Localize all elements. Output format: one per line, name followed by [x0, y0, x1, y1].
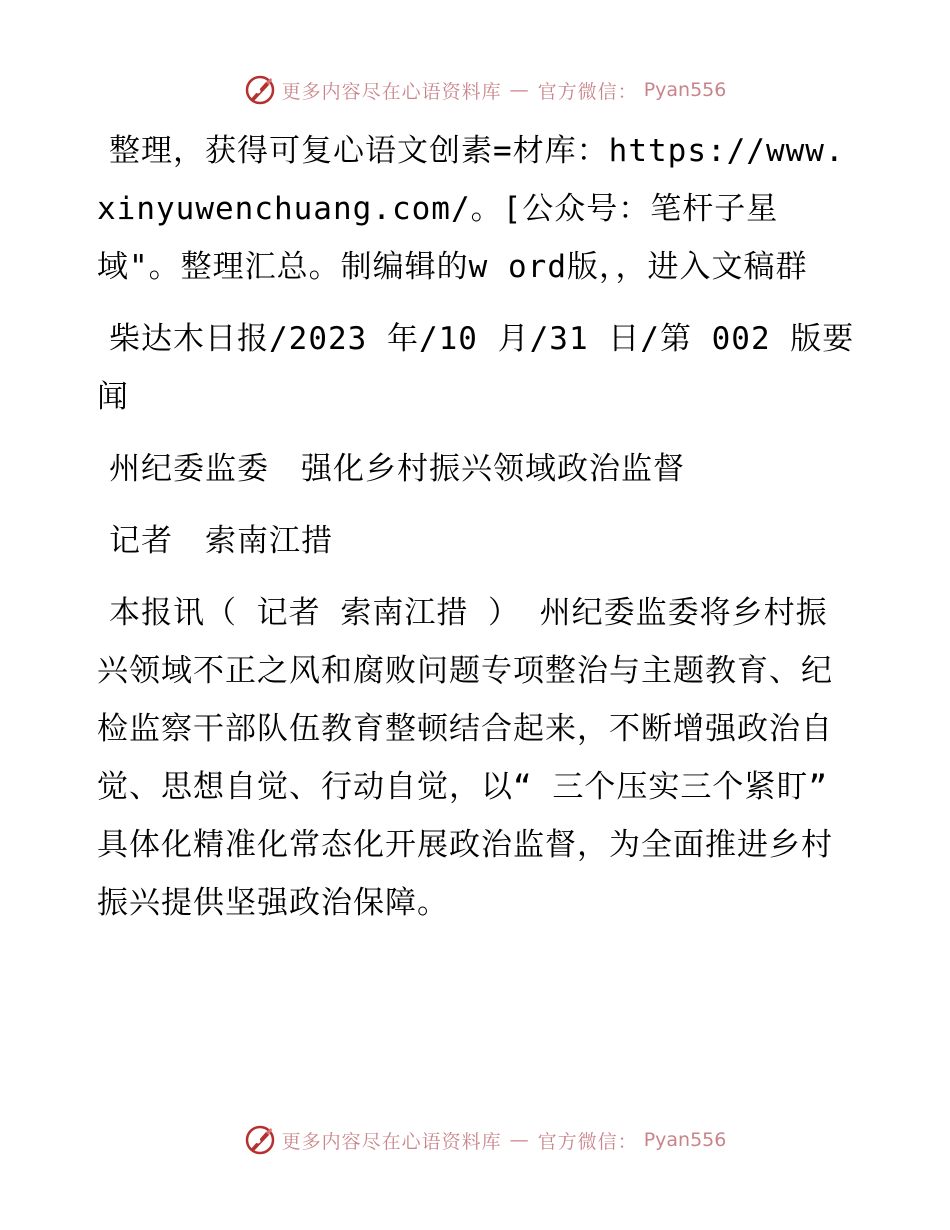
watermark-text: 更多内容尽在心语资料库 — [281, 80, 502, 103]
quill-pen-logo-icon — [244, 74, 276, 106]
dateline: 柴达木日报/2023 年/10 月/31 日/第 002 版要闻 — [97, 321, 855, 415]
watermark-brand: Pyan556 — [643, 1129, 727, 1151]
document-body — [97, 122, 857, 946]
watermark-text: 更多内容尽在心语资料库 — [281, 1130, 502, 1153]
watermark-brand: Pyan556 — [643, 79, 727, 101]
intro-paragraph: 整理，获得可复心语文创素=材库：https://www.xinyuwenchuang.com/。[公众号：笔杆子星域"。整理汇总。制编辑的w ord版，，进入文稿群 — [97, 133, 845, 285]
watermark-dash: — — [509, 79, 530, 101]
footer-watermark — [244, 1124, 727, 1156]
page-header — [0, 70, 950, 110]
quill-pen-logo-icon — [244, 1124, 276, 1156]
watermark-suffix: 官方微信： — [537, 1130, 638, 1153]
header-watermark — [244, 74, 727, 106]
byline: 记者 索南江措 — [109, 523, 333, 559]
watermark-suffix: 官方微信： — [537, 80, 638, 103]
page-footer — [0, 1120, 950, 1160]
article-headline: 州纪委监委 强化乡村振兴领域政治监督 — [109, 451, 685, 487]
article-paragraph: 本报讯（ 记者 索南江措 ） 州纪委监委将乡村振兴领域不正之风和腐败问题专项整治与主题教育、纪检监察干部队伍教育整顿结合起来，不断增强政治自觉、思想自觉、行动自觉，以“ 三个压实三个紧盯” 具体化精准化常态化开展政治监督，为全面推进乡村振兴提供坚强政治保障。 — [97, 595, 833, 921]
watermark-dash: — — [509, 1129, 530, 1151]
